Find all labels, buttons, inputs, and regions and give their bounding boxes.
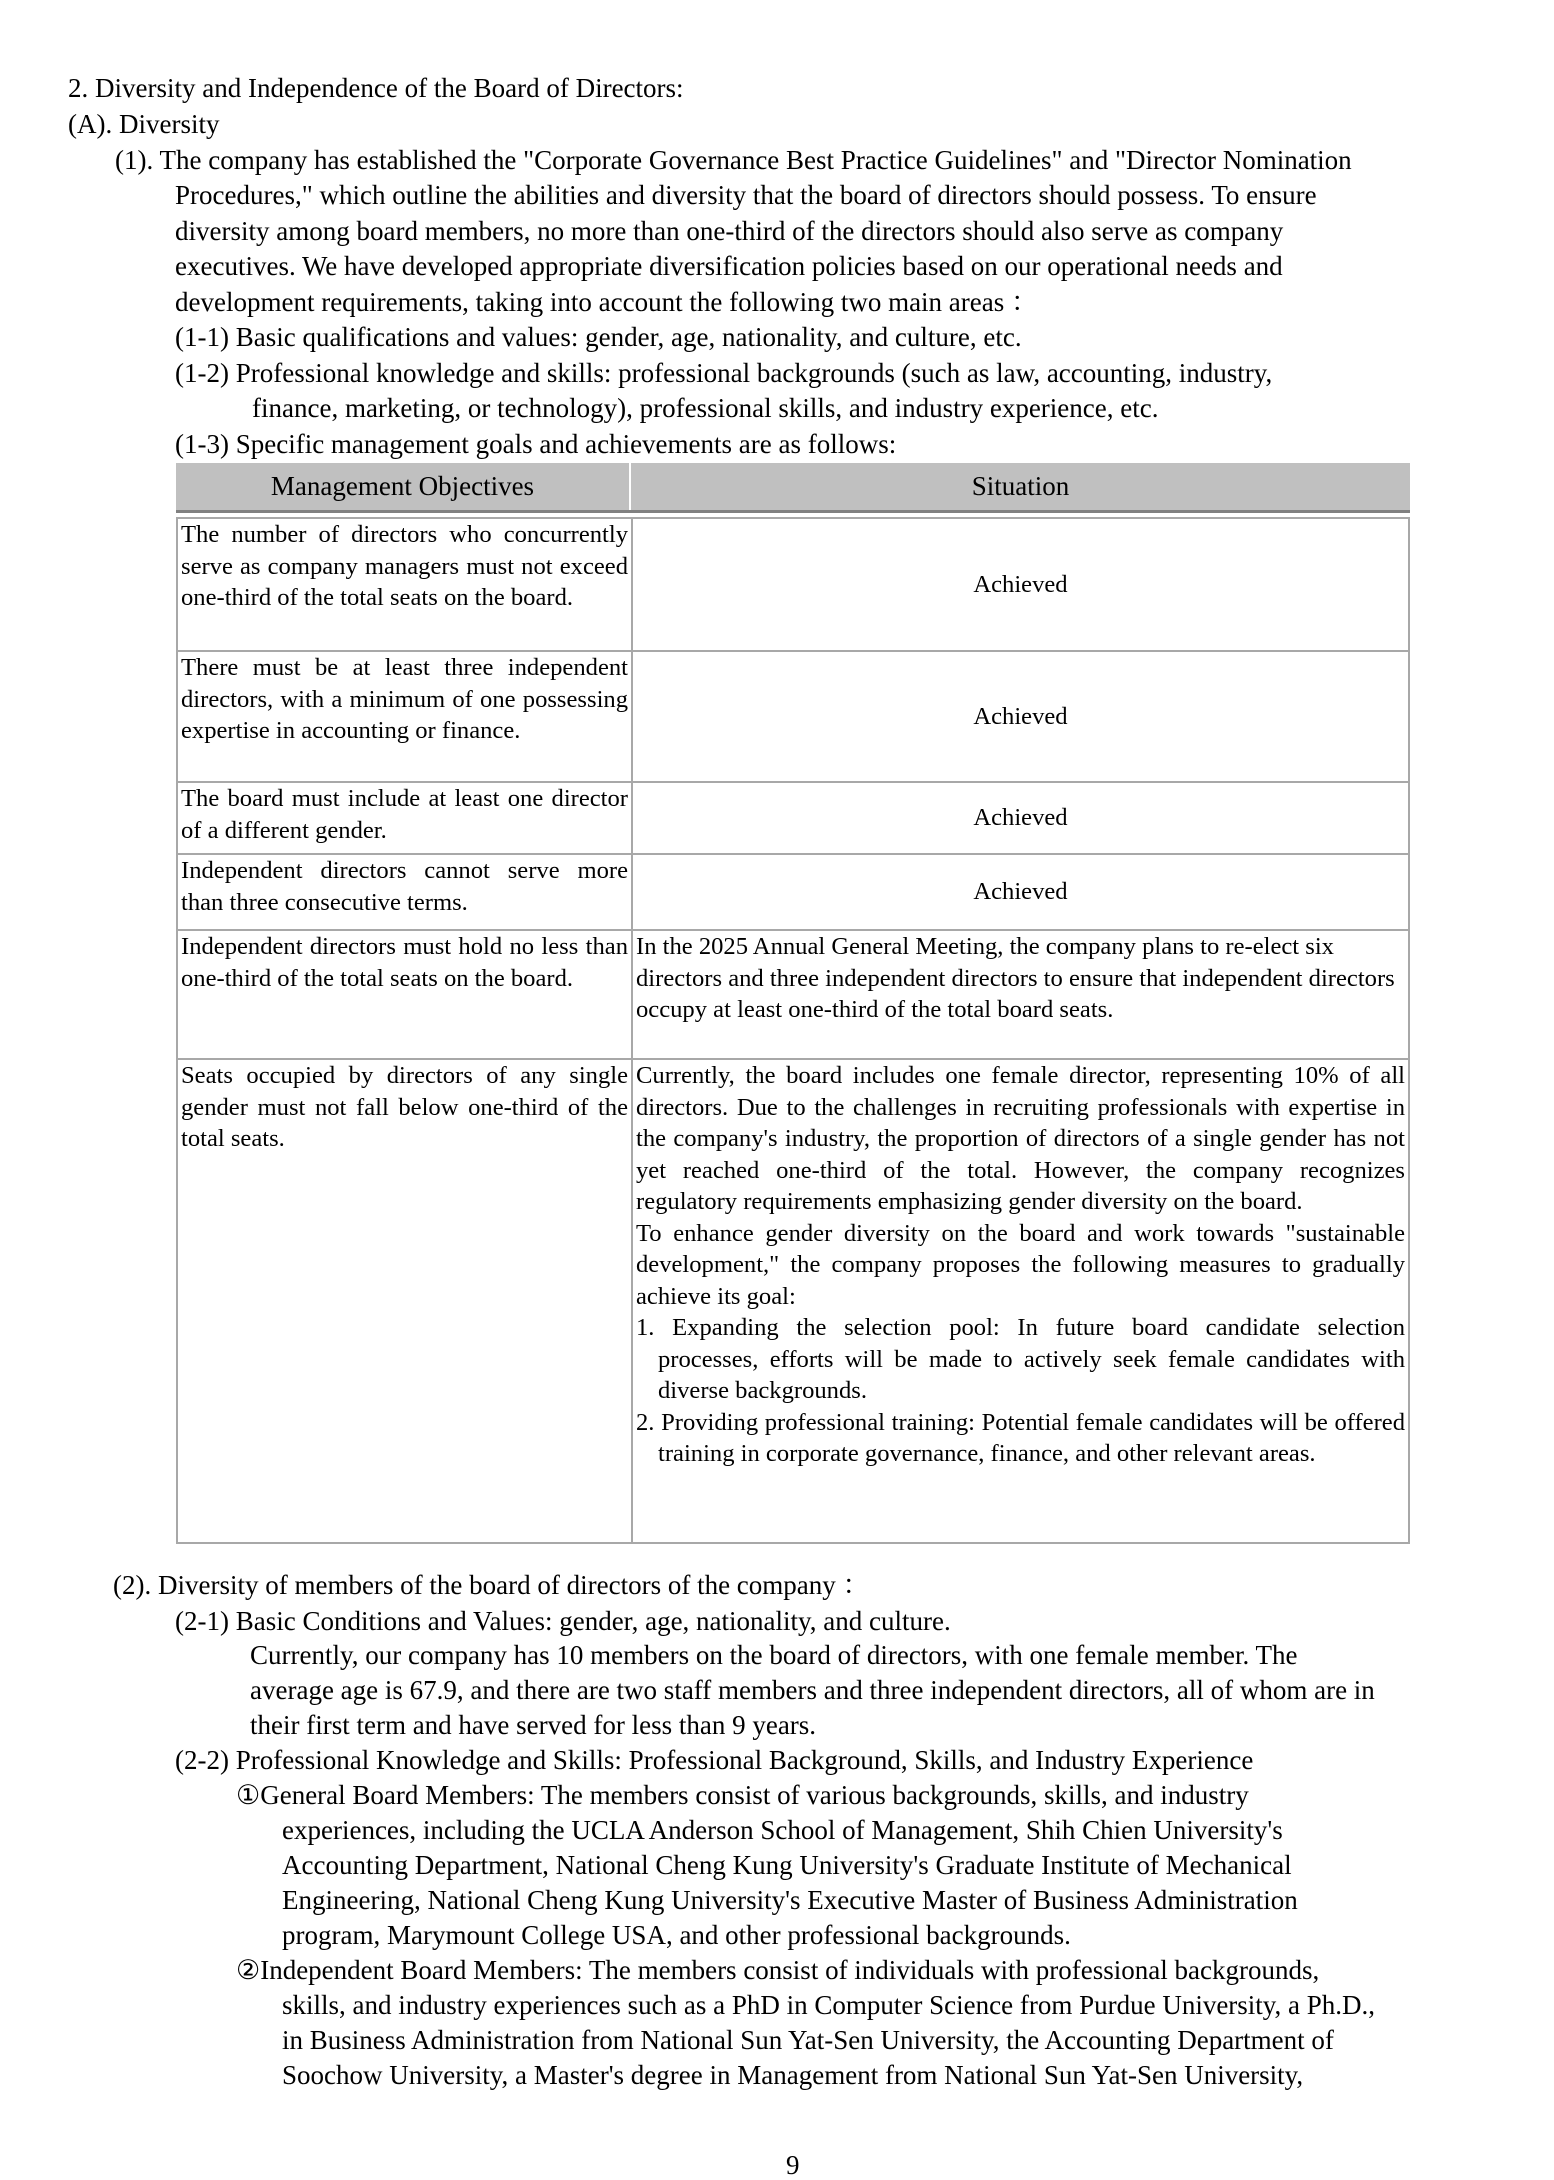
sub-item-2-1: (2-1) Basic Conditions and Values: gender, age, nationality, and culture. bbox=[175, 1606, 951, 1636]
table-row bbox=[178, 519, 1408, 650]
sub-item-1-1: (1-1) Basic qualifications and values: gender, age, nationality, and culture, etc. bbox=[175, 322, 1022, 352]
situation-cell: Achieved bbox=[973, 804, 1068, 832]
general-board-members-cont: experiences, including the UCLA Anderson School of Management, Shih Chien University's bbox=[282, 1815, 1283, 1845]
item1-line: development requirements, taking into account the following two main areas ： bbox=[175, 287, 1039, 317]
situation-cell: Achieved bbox=[973, 878, 1068, 906]
item1-line: (1). The company has established the "Corporate Governance Best Practice Guidelines" and "Director Nomination bbox=[115, 145, 1352, 175]
item1-line: diversity among board members, no more than one-third of the directors should also serve as company bbox=[175, 216, 1284, 246]
objective-cell: Independent directors must hold no less than one-third of the total seats on the board. bbox=[178, 931, 633, 1058]
situation-cell bbox=[633, 1060, 1408, 1542]
sub-item-2-1-text: average age is 67.9, and there are two staff members and three independent directors, all of whom are in bbox=[250, 1675, 1375, 1705]
independent-board-members-cont: skills, and industry experiences such as a PhD in Computer Science from Purdue University, a Ph.D., bbox=[282, 1990, 1376, 2020]
general-board-members-cont: Accounting Department, National Cheng Kung University's Graduate Institute of Mechanical bbox=[282, 1850, 1292, 1880]
situation-cell: Achieved bbox=[973, 570, 1068, 598]
sub-item-2-1-text: their first term and have served for less than 9 years. bbox=[250, 1710, 817, 1740]
situation-paragraph: To enhance gender diversity on the board and work towards "sustainable development," the company proposes the following measures to gradually achieve its goal: bbox=[636, 1219, 1405, 1310]
table-row bbox=[178, 781, 1408, 853]
sub-item-2-1-text: Currently, our company has 10 members on the board of directors, with one female member. The bbox=[250, 1640, 1298, 1670]
measure-item: 1. Expanding the selection pool: In future board candidate selection processes, efforts will be made to actively seek female candidates with diverse backgrounds. bbox=[636, 1314, 1405, 1404]
independent-board-members-cont: in Business Administration from National Sun Yat-Sen University, the Accounting Department of bbox=[282, 2025, 1334, 2055]
page-number: 9 bbox=[786, 2150, 800, 2180]
situation-cell: Achieved bbox=[973, 702, 1068, 730]
subsection-heading: (A). Diversity bbox=[68, 109, 220, 139]
objectives-table-header bbox=[176, 463, 1410, 513]
item1-line: executives. We have developed appropriate diversification policies based on our operational needs and bbox=[175, 251, 1283, 281]
table-row bbox=[178, 1058, 1408, 1542]
item1-line: Procedures," which outline the abilities and diversity that the board of directors should possess. To ensure bbox=[175, 180, 1317, 210]
situation-paragraph: Currently, the board includes one female director, representing 10% of all directors. Due to the challenges in recruiting professionals with expertise in the company's industry, the proportion of directors of a single gender has not yet reached one-third of the total. However, the company recognizes regulatory requirements emphasizing gender diversity on the board. bbox=[636, 1062, 1405, 1215]
objective-cell: The board must include at least one director of a different gender. bbox=[178, 783, 633, 853]
section-heading: 2. Diversity and Independence of the Board of Directors: bbox=[68, 73, 684, 103]
objective-cell: Independent directors cannot serve more than three consecutive terms. bbox=[178, 855, 633, 929]
sub-item-1-2: (1-2) Professional knowledge and skills: professional backgrounds (such as law, accounting, industry, bbox=[175, 358, 1273, 388]
independent-board-members: ②Independent Board Members: The members consist of individuals with professional backgrounds, bbox=[236, 1955, 1320, 1985]
table-row bbox=[178, 929, 1408, 1058]
objective-cell: Seats occupied by directors of any single gender must not fall below one-third of the total seats. bbox=[178, 1060, 633, 1542]
general-board-members-cont: Engineering, National Cheng Kung University's Executive Master of Business Administration bbox=[282, 1885, 1298, 1915]
independent-board-members-cont: Soochow University, a Master's degree in Management from National Sun Yat-Sen University, bbox=[282, 2060, 1304, 2090]
measure-item: 2. Providing professional training: Potential female candidates will be offered training in corporate governance, finance, and other relevant areas. bbox=[636, 1408, 1405, 1467]
objective-cell: The number of directors who concurrently serve as company managers must not exceed one-third of the total seats on the board. bbox=[178, 519, 633, 650]
sub-item-1-2-cont: finance, marketing, or technology), professional skills, and industry experience, etc. bbox=[252, 393, 1159, 423]
table-row bbox=[178, 650, 1408, 781]
item2-title: (2). Diversity of members of the board of directors of the company ： bbox=[113, 1570, 870, 1600]
objective-cell: There must be at least three independent directors, with a minimum of one possessing expertise in accounting or finance. bbox=[178, 652, 633, 781]
sub-item-1-3: (1-3) Specific management goals and achievements are as follows: bbox=[175, 429, 897, 459]
situation-cell: In the 2025 Annual General Meeting, the company plans to re-elect six directors and three independent directors to ensure that independent directors occupy at least one-third of the total board seats. bbox=[636, 933, 1395, 1023]
header-management-objectives: Management Objectives bbox=[176, 463, 631, 510]
general-board-members-cont: program, Marymount College USA, and other professional backgrounds. bbox=[282, 1920, 1071, 1950]
general-board-members: ①General Board Members: The members consist of various backgrounds, skills, and industry bbox=[236, 1780, 1249, 1810]
sub-item-2-2: (2-2) Professional Knowledge and Skills: Professional Background, Skills, and Industry Experience bbox=[175, 1745, 1254, 1775]
header-situation: Situation bbox=[971, 471, 1070, 501]
objectives-table bbox=[176, 517, 1410, 1544]
table-row bbox=[178, 853, 1408, 929]
